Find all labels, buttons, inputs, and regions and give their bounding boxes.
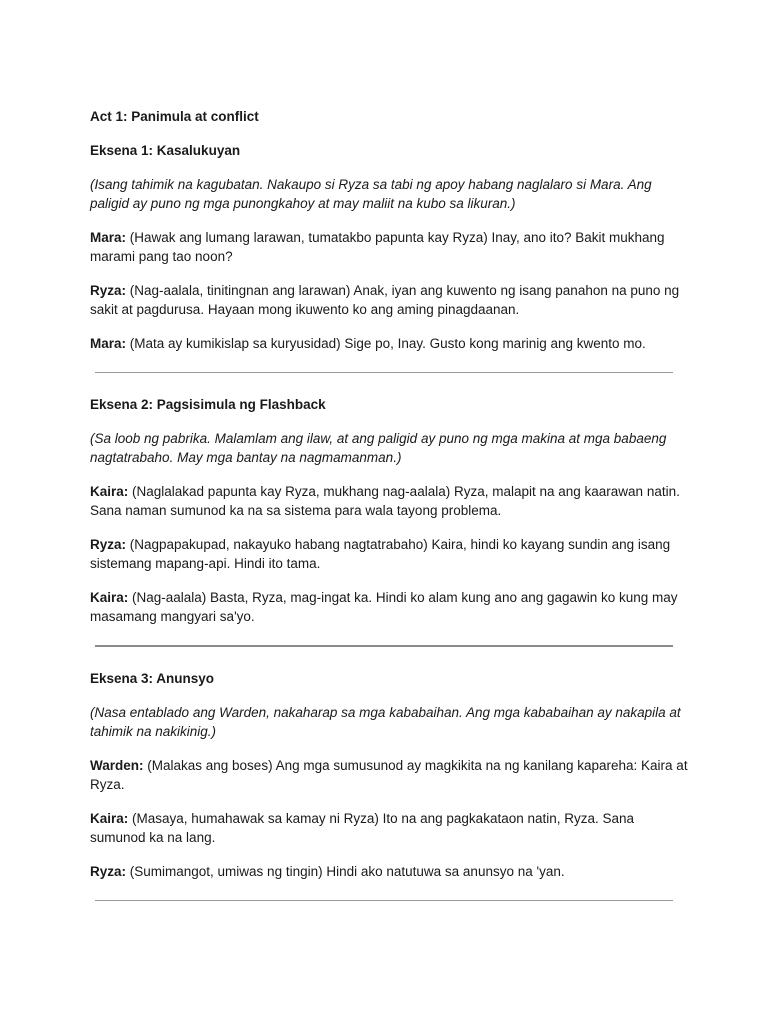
speaker-name: Kaira:: [90, 590, 129, 605]
dialogue-line: [90, 535, 690, 573]
dialogue-text: (Nagpapakupad, nakayuko habang nagtatrabaho) Kaira, hindi ko kayang sundin ang isang sistemang mapang-api. Hindi ito tama.: [90, 537, 671, 571]
speaker-name: Ryza:: [90, 537, 127, 552]
dialogue-text: (Nag-aalala, tinitingnan ang larawan) Anak, iyan ang kuwento ng isang panahon na puno ng sakit at pagdurusa. Hayaan mong ikuwento ko ang aming pinagdaanan.: [90, 283, 680, 317]
speaker-name: Warden:: [90, 758, 144, 773]
act-title: Act 1: Panimula at conflict: [90, 109, 259, 124]
scene-title: Eksena 1: Kasalukuyan: [90, 143, 241, 158]
dialogue-line: [90, 756, 690, 794]
dialogue-text: (Masaya, humahawak sa kamay ni Ryza) Ito na ang pagkakataon natin, Ryza. Sana sumunod ka na lang.: [90, 811, 635, 845]
dialogue-text: (Mata ay kumikislap sa kuryusidad) Sige po, Inay. Gusto kong marinig ang kwento mo.: [126, 336, 646, 351]
dialogue-line: [90, 334, 690, 353]
speaker-name: Ryza:: [90, 864, 127, 879]
dialogue-line: [90, 588, 690, 626]
dialogue-line: [90, 862, 690, 881]
dialogue-text: (Nag-aalala) Basta, Ryza, mag-ingat ka. Hindi ko alam kung ano ang gagawin ko kung may masamang mangyari sa'yo.: [90, 590, 678, 624]
speaker-name: Mara:: [90, 230, 127, 245]
scene-1: [90, 141, 690, 353]
dialogue-text: (Hawak ang lumang larawan, tumatakbo papunta kay Ryza) Inay, ano ito? Bakit mukhang marami pang tao noon?: [90, 230, 665, 264]
stage-direction: (Sa loob ng pabrika. Malamlam ang ilaw, at ang paligid ay puno ng mga makina at mga babaeng nagtatrabaho. May mga bantay na nagmamanman.): [90, 431, 667, 465]
dialogue-text: (Sumimangot, umiwas ng tingin) Hindi ako natutuwa sa anunsyo na 'yan.: [126, 864, 565, 879]
document-page: [90, 107, 690, 901]
dialogue-line: [90, 281, 690, 319]
speaker-name: Mara:: [90, 336, 127, 351]
stage-direction: (Nasa entablado ang Warden, nakaharap sa mga kababaihan. Ang mga kababaihan ay nakapila at tahimik na nakikinig.): [90, 705, 681, 739]
speaker-name: Kaira:: [90, 484, 129, 499]
speaker-name: Kaira:: [90, 811, 129, 826]
section-divider: [95, 372, 673, 373]
scene-title: Eksena 3: Anunsyo: [90, 671, 215, 686]
section-divider: [95, 900, 673, 901]
dialogue-line: [90, 228, 690, 266]
scene-2: [90, 395, 690, 626]
dialogue-text: (Malakas ang boses) Ang mga sumusunod ay magkikita na ng kanilang kapareha: Kaira at Ryza.: [90, 758, 688, 792]
dialogue-text: (Naglalakad papunta kay Ryza, mukhang nag-aalala) Ryza, malapit na ang kaarawan natin. Sana naman sumunod ka na sa sistema para wala tayong problema.: [90, 484, 680, 518]
scene-title: Eksena 2: Pagsisimula ng Flashback: [90, 397, 326, 412]
scene-3: [90, 669, 690, 881]
dialogue-line: [90, 809, 690, 847]
dialogue-line: [90, 482, 690, 520]
section-divider: [95, 645, 673, 647]
stage-direction: (Isang tahimik na kagubatan. Nakaupo si Ryza sa tabi ng apoy habang naglalaro si Mara. Ang paligid ay puno ng mga punongkahoy at may maliit na kubo sa likuran.): [90, 177, 652, 211]
speaker-name: Ryza:: [90, 283, 127, 298]
